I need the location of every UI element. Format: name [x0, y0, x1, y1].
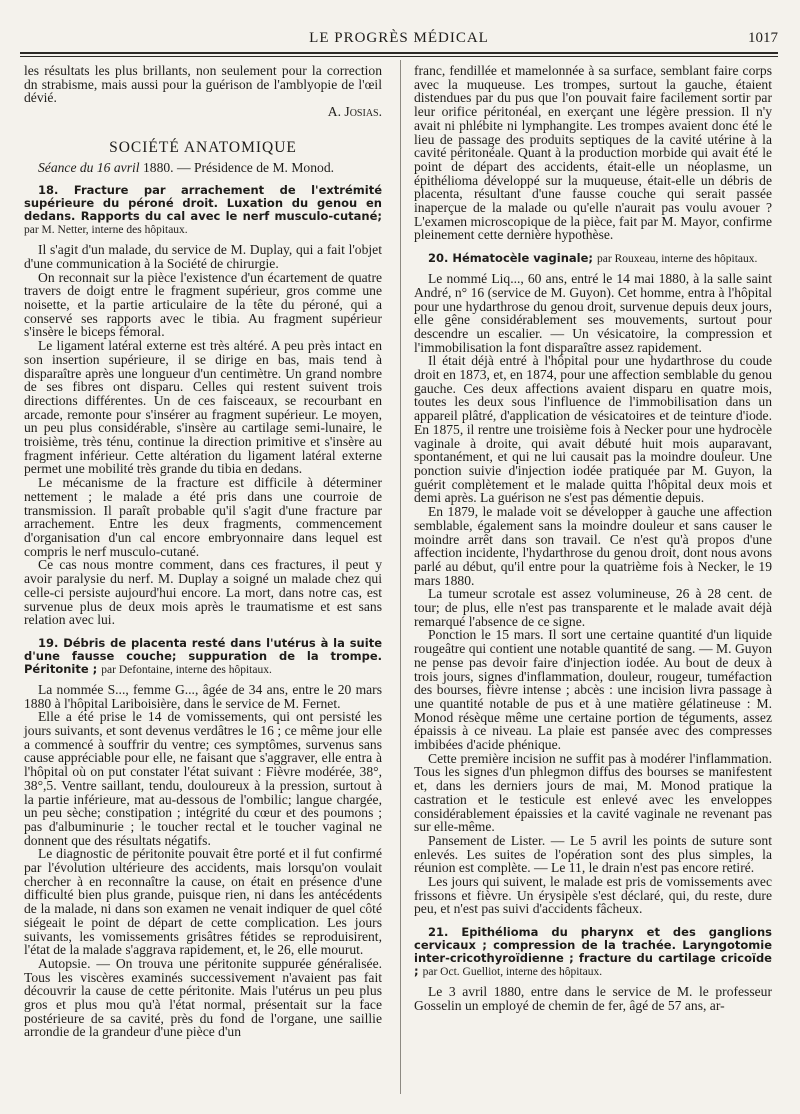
journal-title: LE PROGRÈS MÉDICAL — [309, 30, 489, 46]
header-rule-thin — [20, 56, 778, 57]
case-20-paragraph: La tumeur scrotale est assez volumineuse, 26 à 28 cent. de tour; de plus, elle n'est pas transparente et le malade avait déjà remarqué l'absence de ce signe. — [414, 586, 772, 629]
intro-paragraph: les résultats les plus brillants, non seulement pour la correction dn strabisme, mais aussi pour la guérison de l'amblyopie de l'œil dévié. — [24, 63, 382, 106]
page-header — [20, 30, 778, 54]
case-18-paragraph: On reconnait sur la pièce l'existence d'un écartement de quatre travers de doigt entre le fragment supérieur, gros comme une noisette, et la partie articulaire de la tête du péroné, qui a conservé ses rapports avec le tibia. Au fragment supérieur s'insère le biceps fémoral. — [24, 269, 382, 340]
case-20-paragraph: Cette première incision ne suffit pas à modérer l'inflammation. Tous les signes d'un phlegmon diffus des bourses se manifestent et, dans les derniers jours de mai, M. Monod pratique la castration et le testicule est enlevé avec les enveloppes considérablement épaissies et la cavité vaginale ne revenant pas sur elle-même. — [414, 750, 772, 835]
left-column — [24, 64, 382, 1039]
seance-date: Séance du 16 avril — [38, 159, 140, 175]
case-20-paragraph: Le nommé Liq..., 60 ans, entré le 14 mai 1880, à la salle saint André, n° 16 (service de M. Guyon). Cet homme, entra à l'hôpital pour une hydarthrose du genou droit, survenue depuis deux jours, elle gêne considérablement ses mouvements, surtout pour descendre un escalier. — Un vésicatoire, la compression et l'immobilisation la font disparaître assez rapidement. — [414, 271, 772, 355]
case-19-continuation: franc, fendillée et mamelonnée à sa surface, semblant faire corps avec la muqueuse. Les trompes, surtout la gauche, étaient distendues par du pus que l'on pouvait faire facilement sortir par leur orifice péritonéal, en exerçant une légère pression. Il n'y avait ni phlébite ni lymphangite. Les trompes avaient donc été le lieu de passage des produits septiques de la cavité utérine à la cavité péritonéale. Quant à la production morbide qui avait été le point de départ des accidents, était-elle un néoplasme, un épithélioma développé sur la muqueuse, était-elle un débris de placenta, résultant d'une fausse couche qui serait passée inaperçue de la malade ou qu'elle n'aurait pas voulu avouer ? L'examen microscopique de la pièce, fait par M. Mayor, confirme pleinement cette dernière hypothèse. — [414, 63, 772, 243]
case-18-author: par M. Netter, interne des hôpitaux. — [24, 224, 188, 237]
case-19-author: par Defontaine, interne des hôpitaux. — [101, 663, 272, 676]
case-19-paragraph: Le diagnostic de péritonite pouvait être porté et il fut confirmé par l'évolution ultérieure des accidents, mais lorsqu'on voulait chercher à en reconnaître la cause, on était en présence d'une difficulté bien plus grande, puisque rien, ni dans les antécédents de la malade, ni dans son examen ne venait indiquer de quel côté siégeait le point de départ de cette complication. Les jours suivants, les vomissements grisâtres fétides se reproduisirent, l'état de la malade s'aggrava rapidement, et, le 26, elle mourut. — [24, 846, 382, 958]
section-title: SOCIÉTÉ ANATOMIQUE — [109, 138, 297, 156]
case-18-paragraph: Le ligament latéral externe est très altéré. A peu près intact en son insertion supérieure, il se dirige en bas, mais tend à disparaître après une longueur d'un centimètre. Un grand nombre de ses fibres ont disparu. Celles qui restent suivent trois directions différentes. Un de ces faisceaux, se recourbant en arcade, remonte pour s'insérer au fragment supérieur. Le moyen, un peu plus considérable, s'insère au cartilage semi-lunaire, le troisième, très ténu, continue la direction primitive et s'insère au fragment inférieur. Cette altération du ligament latéral externe permet une mobilité très grande du tibia en dedans. — [24, 338, 382, 477]
case-18-paragraph: Il s'agit d'un malade, du service de M. Duplay, qui a fait l'objet d'une communication à la Société de chirurgie. — [24, 242, 382, 271]
case-20-paragraph: Il était déjà entré à l'hôpital pour une hydarthrose du coude droit en 1873, et, en 1874, pour une affection semblable du genou gauche. Ces deux affections avaient disparu en quatre mois, toutes les deux sous l'influence de l'immobilisation dans un appareil plâtré, d'application de vésicatoires et de teinture d'iode. En 1875, il rentre une troisième fois à Necker pour une hydrocèle vaginale à droite, qui avait débuté huit mois auparavant, spontanément, et qui ne lui causait pas la moindre douleur. Une ponction suivie d'injection iodée pratiquée par M. Guyon, la guérit complètement et le malade quitta l'hôpital deux mois et demi après. La guérison ne s'est pas démentie depuis. — [414, 353, 772, 506]
case-20-paragraph: En 1879, le malade voit se développer à gauche une affection semblable, également sans la moindre douleur et sans causer le moindre arrêt dans son travail. Ce n'est qu'à propos d'une affection incidente, l'hydarthrose du genou droit, dont nous avons parlé au début, qu'il entre pour la quatrième fois à Necker, le 19 mars 1880. — [414, 504, 772, 588]
case-20-paragraph: Les jours qui suivent, le malade est pris de vomissements avec frissons et fièvre. Un érysipèle s'est déclaré, qui, du reste, dure peu, et n'est pas suivi d'accidents fâcheux. — [414, 874, 772, 917]
case-20-heading: 20. Hématocèle vaginale; par Rouxeau, interne des hôpitaux. — [428, 251, 758, 266]
case-20-author: par Rouxeau, interne des hôpitaux. — [597, 253, 758, 266]
case-21-heading: 21. Epithélioma du pharynx et des ganglions cervicaux ; compression de la trachée. Laryngotomie inter-cricothyroïdienne ; fracture du cartilage cricoïde ; par Oct. Guelliot, interne des hôpitaux. — [414, 925, 772, 979]
case-18-paragraph: Ce cas nous montre comment, dans ces fractures, il peut y avoir paralysie du nerf. M. Duplay a soigné un malade chez qui celle-ci persiste aujourd'hui encore. La mort, dans notre cas, est survenue plus de deux mois après le traumatisme et est sans relation avec lui. — [24, 557, 382, 628]
seance-presidence: 1880. — Présidence de M. Monod. — [142, 159, 335, 175]
case-21-paragraph: Le 3 avril 1880, entre dans le service de M. le professeur Gosselin un employé de chemin de fer, âgé de 57 ans, ar- — [414, 984, 772, 1013]
right-column — [414, 64, 772, 1013]
case-19-heading: 19. Débris de placenta resté dans l'utérus à la suite d'une fausse couche; suppuration de la trompe. Péritonite ; par Defontaine, interne des hôpitaux. — [24, 635, 382, 676]
case-20-paragraph: Pansement de Lister. — Le 5 avril les points de suture sont enlevés. Les suites de l'opération sont des plus simples, la réunion est complète. — Le 11, le drain n'est pas encore retiré. — [414, 832, 772, 876]
case-19-paragraph: La nommée S..., femme G..., âgée de 34 ans, entre le 20 mars 1880 à l'hôpital Lariboisière, dans le service de M. Fernet. — [24, 681, 382, 711]
case-19-paragraph: Autopsie. — On trouva une péritonite suppurée généralisée. Tous les viscères examinés successivement n'avaient pas fait découvrir la cause de cette péritonite. Mais l'utérus un peu plus gros et plus mou qu'à l'état normal, présentait sur la face postérieure de sa cavité, près du fond de l'organe, une saillie arrondie de la grandeur d'une pièce d'un — [24, 955, 382, 1040]
seance-line — [24, 161, 382, 175]
case-18-heading: 18. Fracture par arrachement de l'extrémité supérieure du péroné droit. Luxation du genou en dedans. Rapports du cal avec le nerf musculo-cutané; par M. Netter, interne des hôpitaux. — [24, 183, 382, 237]
case-18-paragraph: Le mécanisme de la fracture est difficile à déterminer nettement ; le malade a été pris dans une courroie de transmission. Il paraît probable qu'il s'agit d'une fracture par arrachement. Entre les deux fragments, commencement d'organisation d'un cal encore embryonnaire dans lequel est compris le nerf musculo-cutané. — [24, 475, 382, 559]
column-divider — [400, 60, 401, 1094]
page-number: 1017 — [748, 30, 778, 46]
intro-signature: A. Josias. — [327, 104, 382, 120]
case-20-paragraph: Ponction le 15 mars. Il sort une certaine quantité d'un liquide rougeâtre qui contient une notable quantité de sang. — M. Guyon ne pense pas devoir faire d'injection iodée. Au bout de deux à trois jours, signes d'inflammation, douleur, rougeur, tuméfaction des bourses, fièvre intense ; abcès : une incision livra passage à une quantité notable de pus et à une matière gélatineuse : M. Monod résèque même une certaine portion de téguments, assez épaissis à ce niveau. La plaie est pansée avec des compresses imbibées d'acide phénique. — [414, 627, 772, 753]
case-21-author: par Oct. Guelliot, interne des hôpitaux. — [422, 966, 603, 979]
header-rule-thick — [20, 52, 778, 54]
case-19-paragraph: Elle a été prise le 14 de vomissements, qui ont persisté les jours suivants, et sont devenus verdâtres le 16 ; ce même jour elle a commencé à souffrir du ventre; ces symptômes, survenus sans cause appréciable pour elle, ne faisant que s'aggraver, elle entra à l'hôpital où on put constater l'état suivant : Fièvre modérée, 38°, 38°,5. Ventre saillant, tendu, douloureux à la pression, surtout à la partie inférieure, mat au-dessous de l'ombilic; langue chargée, un peu sèche; constipation ; intégrité du cœur et des poumons ; pas d'albuminurie ; le toucher rectal et le toucher vaginal ne donnent que des résultats négatifs. — [24, 709, 382, 848]
